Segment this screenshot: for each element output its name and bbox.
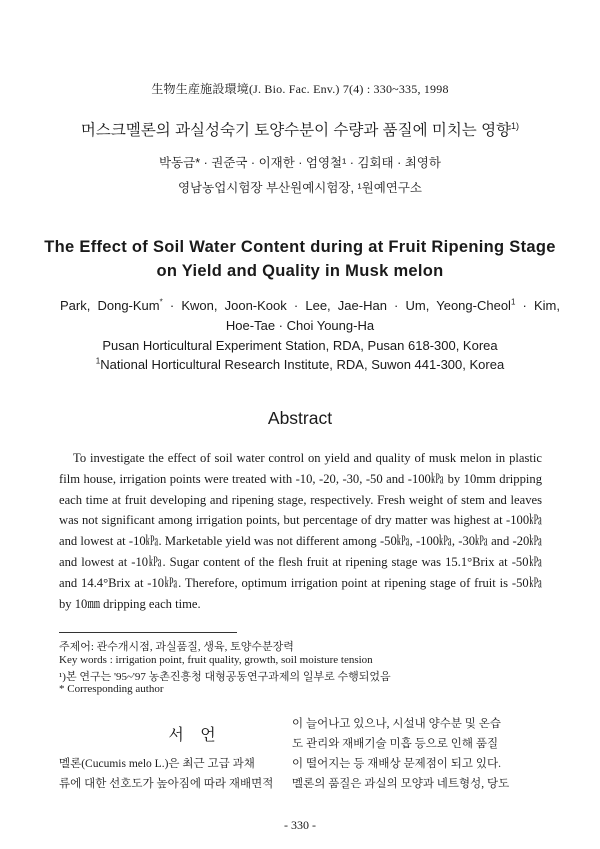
english-affiliation-1: Pusan Horticultural Experiment Station, RDA, Pusan 618-300, Korea <box>102 338 498 353</box>
journal-header: 生物生産施設環境(J. Bio. Fac. Env.) 7(4) : 330~335, 1998 <box>151 82 449 96</box>
body-line: 이 떨어지는 등 재배상 문제점이 되고 있다. <box>292 758 501 770</box>
body-left-column <box>59 754 283 794</box>
korean-title <box>0 118 600 140</box>
page-number: - 330 - <box>284 818 316 832</box>
footnote-keywords-korean: 주제어: 관수개시점, 과실품질, 생육, 토양수분장력 <box>59 641 294 653</box>
authors-end: · Kim, <box>522 298 560 313</box>
body-line: 류에 대한 선호도가 높아짐에 따라 재배면적 <box>59 778 274 790</box>
korean-title-text: 머스크멜론의 과실성숙기 토양수분이 수량과 품질에 미치는 영향 <box>80 122 512 139</box>
english-authors-line1 <box>60 298 560 313</box>
footnote-keywords-english: Key words : irrigation point, fruit quality, growth, soil moisture tension <box>59 654 373 666</box>
body-line: 멜론의 품질은 과실의 모양과 네트형성, 당도 <box>292 778 510 790</box>
english-title-line2: on Yield and Quality in Musk melon <box>156 262 444 280</box>
author-park: Park, Dong-Kum <box>60 298 160 313</box>
english-authors-line2: Hoe-Tae · Choi Young-Ha <box>225 318 375 333</box>
corresponding-mark: * <box>159 297 163 307</box>
authors-middle: · Kwon, Joon-Kook · Lee, Jae-Han · Um, Yeong-Cheol <box>169 298 511 313</box>
body-line: 도 관리와 재배기술 미흡 등으로 인해 품질 <box>292 738 499 750</box>
abstract-body <box>59 448 542 614</box>
body-line: 이 늘어나고 있으나, 시설내 양수분 및 온습 <box>292 718 501 730</box>
body-right-column <box>292 714 541 794</box>
footnote-corresponding: * Corresponding author <box>59 683 164 695</box>
footnote-divider <box>59 632 237 633</box>
body-line: 멜론(Cucumis melo L.)은 최근 고급 과채 <box>59 758 255 770</box>
section-heading-introduction: 서 언 <box>168 727 222 744</box>
english-affiliation-2 <box>0 357 600 372</box>
affiliation-mark: 1 <box>95 356 101 366</box>
korean-authors: 박동금* · 권준국 · 이재한 · 엄영철¹ · 김회태 · 최영하 <box>159 156 441 170</box>
abstract-paragraph: To investigate the effect of soil water control on yield and quality of musk melon in plastic film house, irrigation points were treated with -10, -20, -30, -50 and -100㎪ by 10mm dripping each time at fruit developing and ripening stage, respectively. Fresh weight of stem and leaves was not significant among irrigation points, but percentage of dry matter was highest at -100㎪ and lowest at -10㎪. Marketable yield was not different among -50㎪, -100㎪, -30㎪ and -20㎪ and lowest at -10㎪. Sugar content of the flesh fruit at ripening stage was 15.1°Brix at -50㎪ and 14.4°Brix at -10㎪. Therefore, optimum irrigation point at ripening stage of fruit is -50㎪ by 10㎜ dripping each time. <box>59 451 542 611</box>
english-title-line1: The Effect of Soil Water Content during at Fruit Ripening Stage <box>44 238 556 256</box>
abstract-heading: Abstract <box>267 408 333 428</box>
affiliation-mark: 1 <box>510 297 516 307</box>
title-footnote-mark: 1) <box>511 120 520 131</box>
korean-affiliation: 영남농업시험장 부산원예시험장, ¹원예연구소 <box>177 181 422 195</box>
footnote-funding: ¹)본 연구는 '95~'97 농촌진흥청 대형공동연구과제의 일부로 수행되었음 <box>59 671 391 683</box>
english-affiliation-2-text: National Horticultural Research Institute, RDA, Suwon 441-300, Korea <box>100 357 505 372</box>
